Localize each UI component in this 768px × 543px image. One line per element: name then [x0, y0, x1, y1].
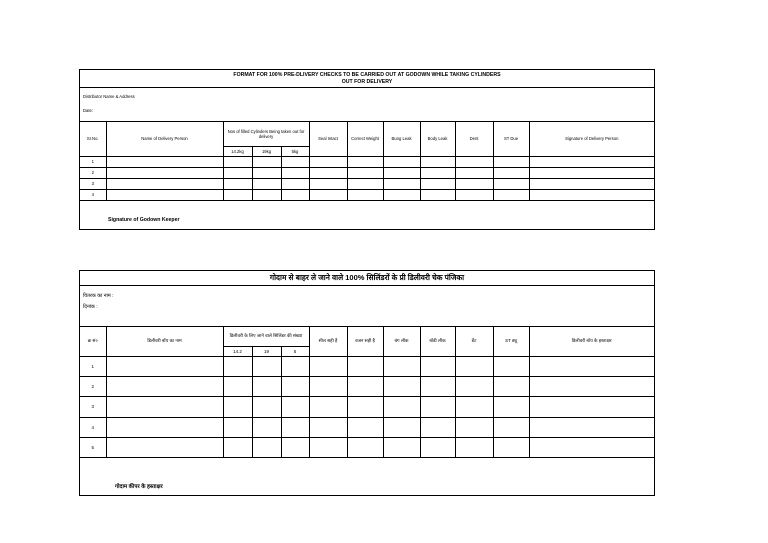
table-row: [80, 376, 654, 396]
godown-keeper-signature-label: Signature of Godown Keeper: [108, 216, 180, 223]
row-number: 3: [80, 178, 106, 189]
form-title-line2: OUT FOR DELIVERY: [341, 78, 393, 85]
header-19kg: 19: [252, 346, 281, 356]
english-delivery-check-form: [79, 69, 655, 230]
form-footer: [80, 201, 654, 231]
row-number: 1: [80, 156, 106, 167]
header-delivery-person: Name of Delivery Person: [106, 122, 223, 156]
header-cylinders-group: डिलीवरी के लिए जाने वाले सिलिंडर की संख्या: [223, 327, 309, 346]
table-row: [80, 437, 654, 457]
row-number: 4: [80, 417, 106, 437]
table-row: [80, 178, 654, 189]
header-sr-no: Sr.No.: [80, 122, 106, 156]
form-meta: [80, 88, 654, 122]
table-row: [80, 189, 654, 200]
row-number: 4: [80, 189, 106, 200]
header-seal-intact: Seal Intact: [309, 122, 347, 156]
header-14kg: 14.2: [223, 346, 252, 356]
header-dent: Dent: [455, 122, 493, 156]
distributor-label: Distributor Name & Address: [83, 94, 135, 99]
header-st-due: ST Due: [493, 122, 529, 156]
delivery-check-table: [80, 122, 654, 201]
delivery-check-table: [80, 327, 654, 458]
header-cylinders-group: Nos of filled Cylinders Being taken out for delivery: [223, 122, 309, 146]
header-delivery-person: डिलीवरी बॉय का नाम: [106, 327, 223, 356]
header-body-leak: Body Leak: [420, 122, 455, 156]
header-seal-intact: सील सही है: [309, 327, 347, 356]
table-row: [80, 356, 654, 376]
table-row: [80, 167, 654, 178]
header-sr-no: क्र सं०: [80, 327, 106, 356]
form-meta: [80, 286, 654, 327]
table-row: [80, 156, 654, 167]
form-title: [80, 70, 654, 88]
form-title: गोदाम से बाहर ले जाने वाले 100% सिलिंडरों के प्री डिलीवरी चेक पंजिका: [80, 271, 654, 286]
hindi-delivery-check-form: [79, 270, 655, 496]
header-14kg: 14.2kg: [223, 146, 252, 156]
header-st-due: ST ड्यू: [493, 327, 529, 356]
godown-keeper-signature-label: गोदाम कीपर के हस्ताक्षर: [115, 483, 163, 490]
header-signature: डिलीवरी बॉय के हस्ताक्षर: [529, 327, 654, 356]
header-correct-weight: वजन सही है: [347, 327, 383, 356]
form-title-line1: FORMAT FOR 100% PRE-DLIVERY CHECKS TO BE CARRIED OUT AT GODOWN WHILE TAKING CYLINDERS: [233, 71, 501, 78]
header-5kg: 5kg: [281, 146, 309, 156]
header-correct-weight: Correct Weight: [347, 122, 383, 156]
row-number: 2: [80, 167, 106, 178]
table-row: [80, 396, 654, 417]
form-footer: [80, 458, 654, 496]
date-label: Date:: [83, 108, 94, 113]
header-19kg: 19kg: [252, 146, 281, 156]
header-dent: डेंट: [455, 327, 493, 356]
row-number: 3: [80, 396, 106, 417]
row-number: 5: [80, 437, 106, 457]
header-signature: Signature of Delivery Person: [529, 122, 654, 156]
row-number: 2: [80, 376, 106, 396]
header-bung-leak: Bung Leak: [383, 122, 420, 156]
row-number: 1: [80, 356, 106, 376]
date-label: दिनांक :: [83, 304, 98, 310]
table-row: [80, 417, 654, 437]
header-bung-leak: बंग लीक: [383, 327, 420, 356]
header-body-leak: बॉडी लीक: [420, 327, 455, 356]
header-5kg: 5: [281, 346, 309, 356]
distributor-label: वितरक का नाम :: [83, 293, 114, 299]
